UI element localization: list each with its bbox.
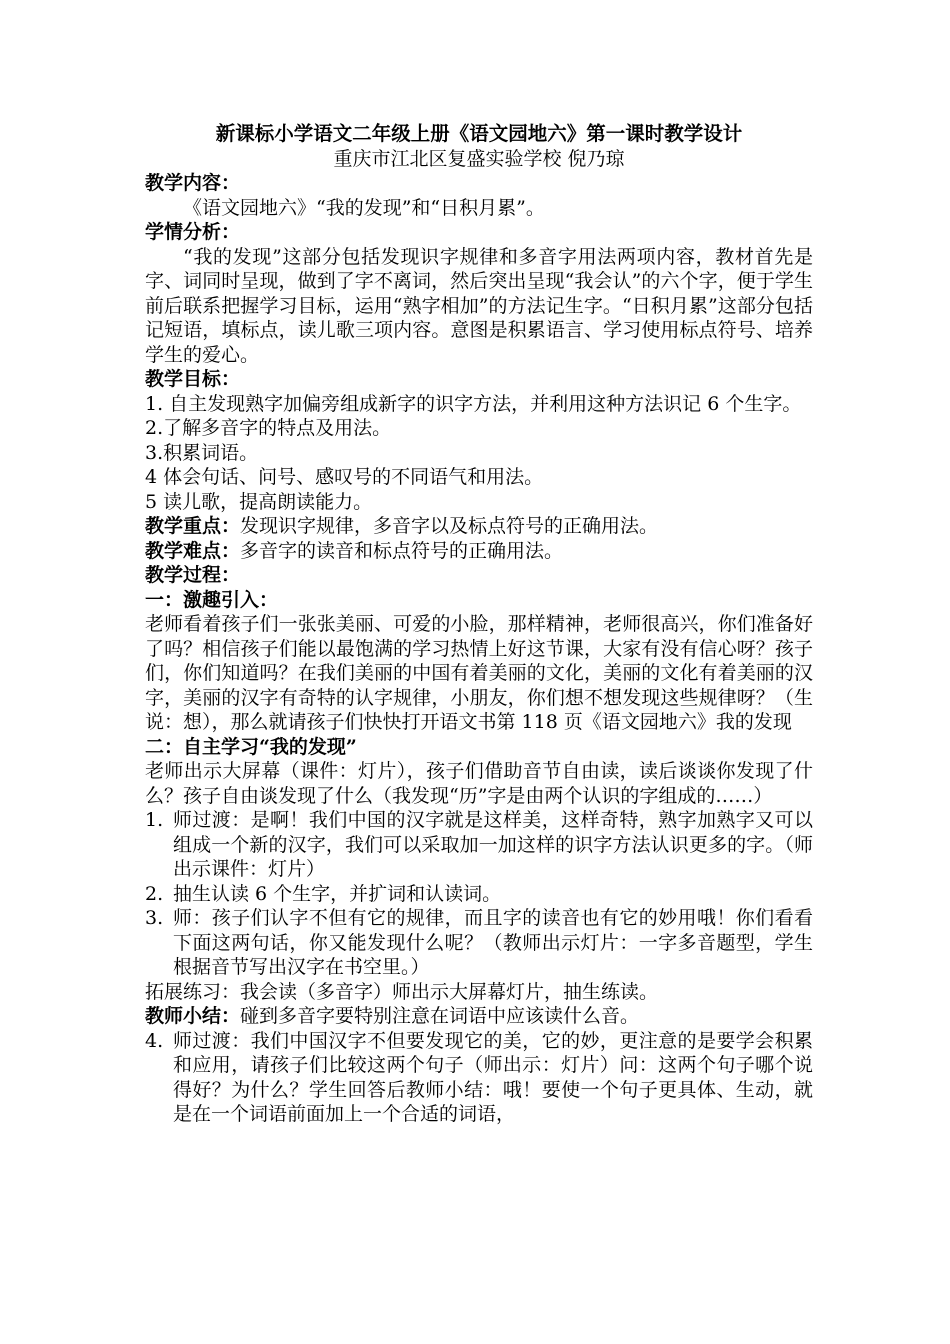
step-item	[145, 808, 813, 882]
goal-item: 1. 自主发现熟字加偏旁组成新字的识字方法，并利用这种方法识记 6 个生字。	[145, 392, 802, 415]
section2-heading: 二：自主学习“我的发现”	[145, 735, 357, 758]
step-item	[145, 1029, 813, 1127]
step-number: 2.	[145, 882, 164, 905]
goal-item: 3.积累词语。	[145, 441, 259, 464]
step-text: 抽生认读 6 个生字，并扩词和认读词。	[173, 882, 502, 905]
difficulty-text: 多音字的读音和标点符号的正确用法。	[240, 539, 564, 562]
key-label: 教学重点：	[145, 515, 241, 537]
key-point	[145, 514, 813, 539]
step-number: 1.	[145, 809, 164, 831]
goal-item: 2.了解多音字的特点及用法。	[145, 417, 392, 439]
content-heading: 教学内容：	[145, 172, 241, 194]
key-text: 发现识字规律，多音字以及标点符号的正确用法。	[240, 515, 659, 537]
analysis-text: “我的发现”这部分包括发现识字规律和多音字用法两项内容，教材首先是字、词同时呈现，做到了字不离词，然后突出呈现“我会认”的六个字，便于学生前后联系把握学习目标，运用“熟字相加”的方法记生字。“日积月累”这部分包括记短语，填标点，读儿歌三项内容。意图是积累语言、学习使用标点符号、培养学生的爱心。	[145, 245, 813, 366]
step-item	[145, 906, 813, 980]
author-line: 重庆市江北区复盛实验学校 倪乃琼	[333, 147, 625, 170]
summary-text: 碰到多音字要特别注意在词语中应该读什么音。	[240, 1005, 640, 1027]
goal-item: 4 体会句话、问号、感叹号的不同语气和用法。	[145, 466, 544, 488]
section1-text: 老师看着孩子们一张张美丽、可爱的小脸，那样精神，老师很高兴，你们准备好了吗？相信孩子们能以最饱满的学习热情上好这节课，大家有没有信心呀？孩子们，你们知道吗？在我们美丽的中国有着美丽的文化，美丽的文化有着美丽的汉字，美丽的汉字有奇特的认字规律，小朋友，你们想不想发现这些规律呀？（生说：想），那么就请孩子们快快打开语文书第 118 页《语文园地六》我的发现	[145, 613, 813, 733]
step-number: 3.	[145, 907, 164, 929]
difficulty-point	[145, 539, 813, 564]
process-heading: 教学过程：	[145, 564, 241, 586]
teacher-summary	[145, 1004, 813, 1029]
step-item	[145, 882, 813, 907]
section2-text: 老师出示大屏幕（课件：灯片），孩子们借助音节自由读，读后谈谈你发现了什么？孩子自由谈发现了什么（我发现“历”字是由两个认识的字组成的……）	[145, 760, 813, 807]
section1-heading: 一：激趣引入：	[145, 588, 279, 611]
goal-item: 5 读儿歌，提高朗读能力。	[145, 490, 373, 513]
goals-heading: 教学目标：	[145, 368, 241, 390]
document-title: 新课标小学语文二年级上册《语文园地六》第一课时教学设计	[215, 122, 743, 145]
step-text: 师过渡：是啊！我们中国的汉字就是这样美，这样奇特，熟字加熟字又可以组成一个新的汉字，我们可以采取加一加这样的识字方法认识更多的字。（师出示课件：灯片）	[173, 809, 813, 880]
difficulty-label: 教学难点：	[145, 539, 241, 562]
step-text: 师过渡：我们中国汉字不但要发现它的美，它的妙，更注意的是要学会积累和应用，请孩子们比较这两个句子（师出示：灯片）问：这两个句子哪个说得好？为什么？学生回答后教师小结：哦！要使一个句子更具体、生动，就是在一个词语前面加上一个合适的词语，	[173, 1029, 813, 1125]
extension-text: 拓展练习：我会读（多音字）师出示大屏幕灯片，抽生练读。	[145, 980, 659, 1003]
analysis-heading: 学情分析：	[145, 221, 241, 243]
step-text: 师：孩子们认字不但有它的规律，而且字的读音也有它的妙用哦！你们看看下面这两句话，你又能发现什么呢？（教师出示灯片：一字多音题型，学生根据音节写出汉字在书空里。）	[173, 907, 813, 978]
summary-label: 教师小结：	[145, 1005, 241, 1027]
step-number: 4.	[145, 1029, 164, 1052]
content-text: 《语文园地六》“我的发现”和“日积月累”。	[183, 196, 545, 219]
document-page	[145, 122, 813, 1127]
